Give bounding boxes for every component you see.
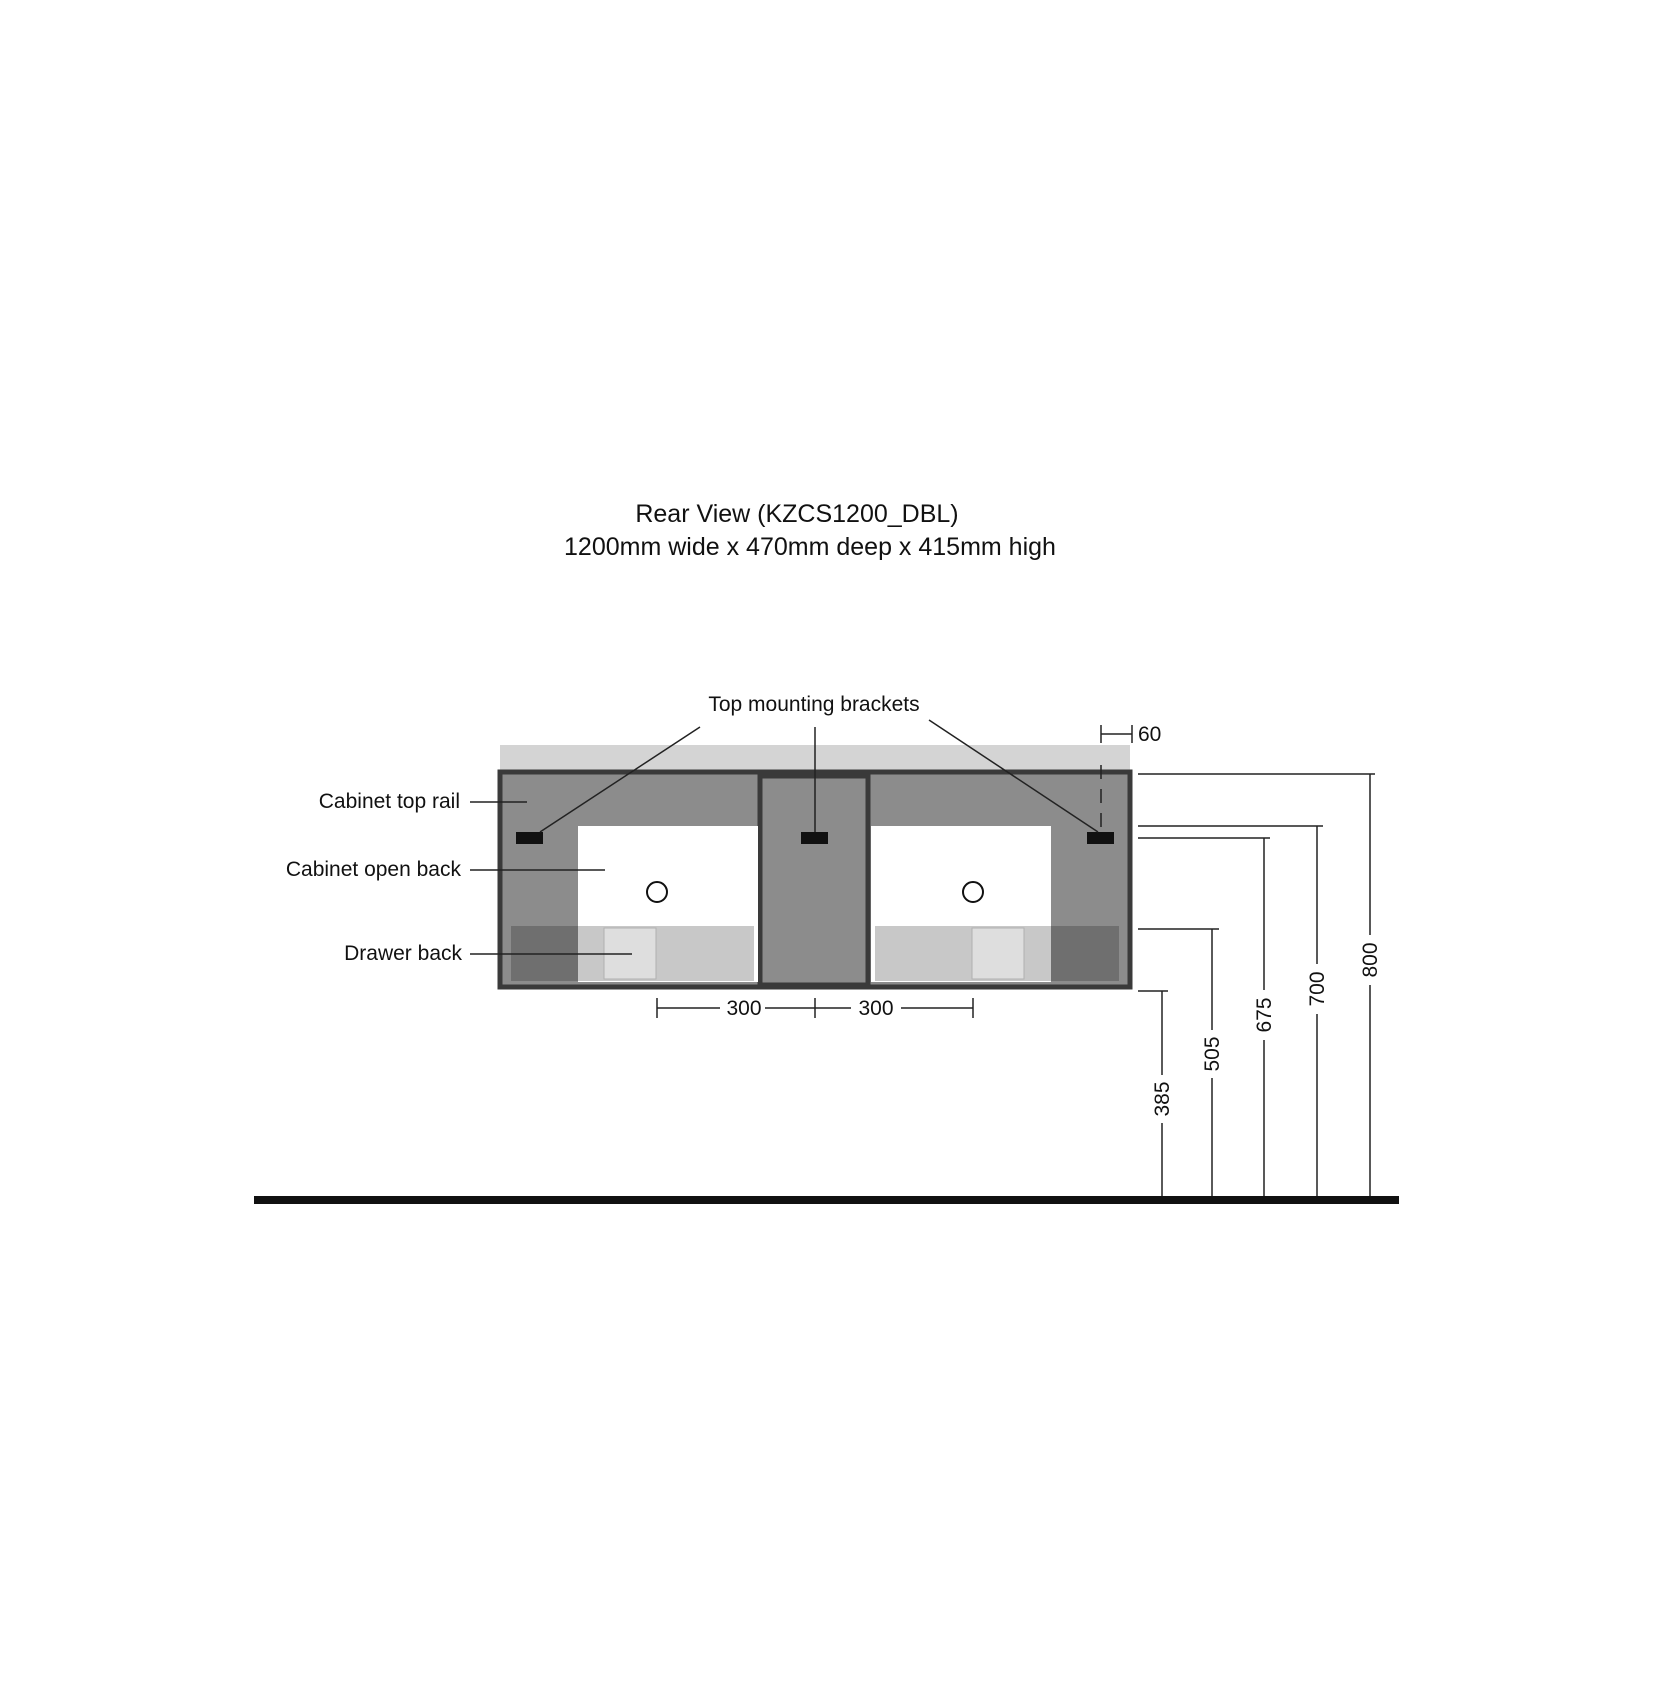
title-line-2: 1200mm wide x 470mm deep x 415mm high <box>564 533 1056 561</box>
label-cabinet-open-back: Cabinet open back <box>285 858 461 881</box>
drawer-back-right <box>875 926 1051 981</box>
dim-300-right-label: 300 <box>858 997 894 1020</box>
dim-300-left-label: 300 <box>726 997 762 1020</box>
bracket-right <box>1087 832 1114 844</box>
dim-385-label: 385 <box>1151 1081 1174 1117</box>
title-line-1: Rear View (KZCS1200_DBL) <box>635 500 959 528</box>
waste-hole-left <box>647 882 667 902</box>
bracket-left <box>516 832 543 844</box>
label-top-mounting-brackets: Top mounting brackets <box>708 693 920 716</box>
drawer-back-right-end <box>1051 926 1119 981</box>
dim-800-label: 800 <box>1359 942 1382 978</box>
label-cabinet-top-rail: Cabinet top rail <box>318 790 460 813</box>
floor-line <box>254 1196 1399 1204</box>
label-drawer-back: Drawer back <box>344 942 462 965</box>
dim-505-label: 505 <box>1201 1036 1224 1072</box>
dim-700-label: 700 <box>1306 971 1329 1007</box>
cabinet-centre-panel <box>760 776 868 985</box>
waste-hole-right <box>963 882 983 902</box>
drawer-back-right-panel <box>972 928 1024 979</box>
bracket-centre <box>801 832 828 844</box>
dim-675-label: 675 <box>1253 997 1276 1033</box>
dim-60-label: 60 <box>1138 723 1162 746</box>
